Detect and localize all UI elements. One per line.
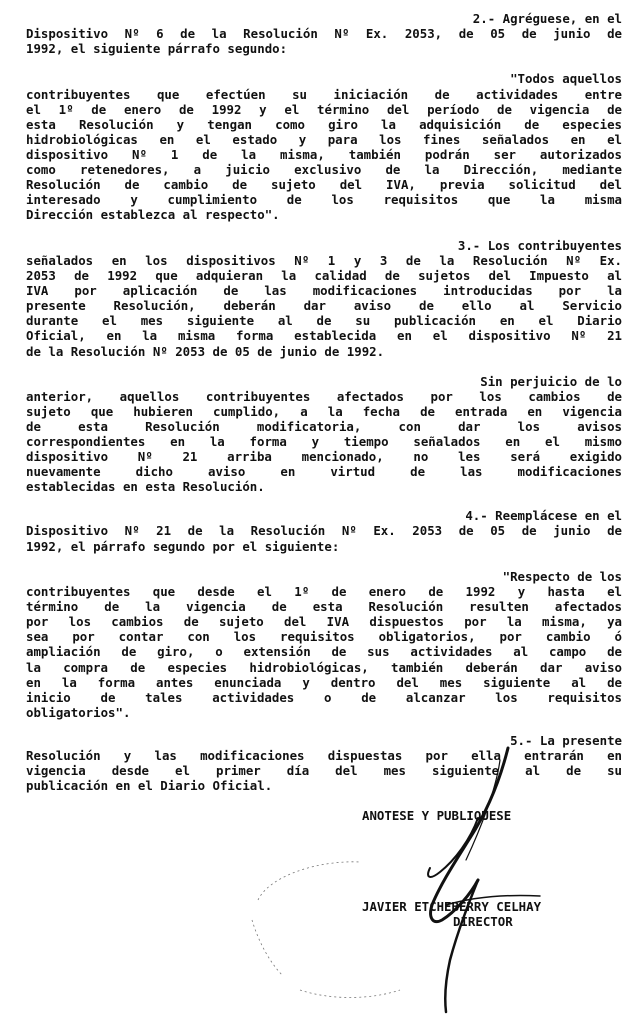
paragraph-sin-perjuicio-line: dispositivo Nº 21 arriba mencionado, no les será exigido xyxy=(26,449,622,464)
quoted-paragraph-line: interesado y cumplimiento de los requisitos que la misma xyxy=(26,192,622,207)
quoted-paragraph-line: término de la vigencia de esta Resolución resulten afectados xyxy=(26,599,622,614)
quoted-paragraph-line: inicio de tales actividades o de alcanzar los requisitos xyxy=(26,690,622,705)
paragraph-2-line: 2.- Agréguese, en el xyxy=(472,11,622,26)
paragraph-sin-perjuicio-line: Sin perjuicio de lo xyxy=(480,374,622,389)
quoted-paragraph-line: el 1º de enero de 1992 y el término del período de vigencia de xyxy=(26,102,622,117)
paragraph-5-line: Resolución y las modificaciones dispuestas por ella entrarán en xyxy=(26,748,622,763)
paragraph-3-line: presente Resolución, deberán dar aviso de ello al Servicio xyxy=(26,298,622,313)
paragraph-4-line: 4.- Reemplácese en el xyxy=(465,508,622,523)
quoted-paragraph-line: contribuyentes que efectúen su iniciación de actividades entre xyxy=(26,87,622,102)
paragraph-sin-perjuicio-line: anterior, aquellos contribuyentes afectados por los cambios de xyxy=(26,389,622,404)
signatory-title: DIRECTOR xyxy=(453,914,513,929)
paragraph-4-line: 1992, el párrafo segundo por el siguiente: xyxy=(26,539,340,554)
paragraph-2-line: Dispositivo Nº 6 de la Resolución Nº Ex. 2053, de 05 de junio de xyxy=(26,26,622,41)
paragraph-3-line: 3.- Los contribuyentes xyxy=(457,238,622,253)
paragraph-3-line: 2053 de 1992 que adquieran la calidad de sujetos del Impuesto al xyxy=(26,268,622,283)
paragraph-3-line: señalados en los dispositivos Nº 1 y 3 de la Resolución Nº Ex. xyxy=(26,253,622,268)
quoted-paragraph-line: esta Resolución y tengan como giro la adquisición de especies xyxy=(26,117,622,132)
quoted-paragraph-line: ampliación de giro, o extensión de sus actividades al campo de xyxy=(26,644,622,659)
quoted-paragraph-line: obligatorios". xyxy=(26,705,131,720)
quoted-paragraph-line: sea por contar con los requisitos obligatorios, por cambio ó xyxy=(26,629,622,644)
quoted-paragraph-line: por los cambios de sujeto del IVA dispuestos por la misma, ya xyxy=(26,614,622,629)
quoted-paragraph-line: dispositivo Nº 1 de la misma, también podrán ser autorizados xyxy=(26,147,622,162)
quoted-paragraph-line: "Todos aquellos xyxy=(510,71,622,86)
paragraph-5-line: vigencia desde el primer día del mes siguiente al de su xyxy=(26,763,622,778)
paragraph-2-line: 1992, el siguiente párrafo segundo: xyxy=(26,41,288,56)
paragraph-sin-perjuicio-line: establecidas en esta Resolución. xyxy=(26,479,265,494)
quoted-paragraph-line: Dirección establezca al respecto". xyxy=(26,207,280,222)
quoted-paragraph-line: hidrobiológicas en el estado y para los fines señalados en el xyxy=(26,132,622,147)
paragraph-3-line: IVA por aplicación de las modificaciones introducidas por la xyxy=(26,283,622,298)
paragraph-5-line: 5.- La presente xyxy=(510,733,622,748)
quoted-paragraph-line: la compra de especies hidrobiológicas, también deberán dar aviso xyxy=(26,660,622,675)
quoted-paragraph-line: contribuyentes que desde el 1º de enero de 1992 y hasta el xyxy=(26,584,622,599)
quoted-paragraph-line: en la forma antes enunciada y dentro del mes siguiente al de xyxy=(26,675,622,690)
paragraph-3-line: Oficial, en la misma forma establecida en el dispositivo Nº 21 xyxy=(26,328,622,343)
quoted-paragraph-line: como retenedores, a juicio exclusivo de la Dirección, mediante xyxy=(26,162,622,177)
paragraph-sin-perjuicio-line: sujeto que hubieren cumplido, a la fecha de entrada en vigencia xyxy=(26,404,622,419)
paragraph-sin-perjuicio-line: nuevamente dicho aviso en virtud de las modificaciones xyxy=(26,464,622,479)
paragraph-3-line: durante el mes siguiente al de su publicación en el Diario xyxy=(26,313,622,328)
quoted-paragraph-line: Resolución de cambio de sujeto del IVA, previa solicitud del xyxy=(26,177,622,192)
quoted-paragraph-line: "Respecto de los xyxy=(502,569,622,584)
paragraph-4-line: Dispositivo Nº 21 de la Resolución Nº Ex. 2053 de 05 de junio de xyxy=(26,523,622,538)
closing-formula: ANOTESE Y PUBLIQUESE xyxy=(362,808,512,823)
signatory-name: JAVIER ETCHEBERRY CELHAY xyxy=(362,899,542,914)
paragraph-sin-perjuicio-line: correspondientes en la forma y tiempo señalados en el mismo xyxy=(26,434,622,449)
paragraph-3-line: de la Resolución Nº 2053 de 05 de junio de 1992. xyxy=(26,344,385,359)
paragraph-5-line: publicación en el Diario Oficial. xyxy=(26,778,273,793)
paragraph-sin-perjuicio-line: de esta Resolución modificatoria, con dar los avisos xyxy=(26,419,622,434)
